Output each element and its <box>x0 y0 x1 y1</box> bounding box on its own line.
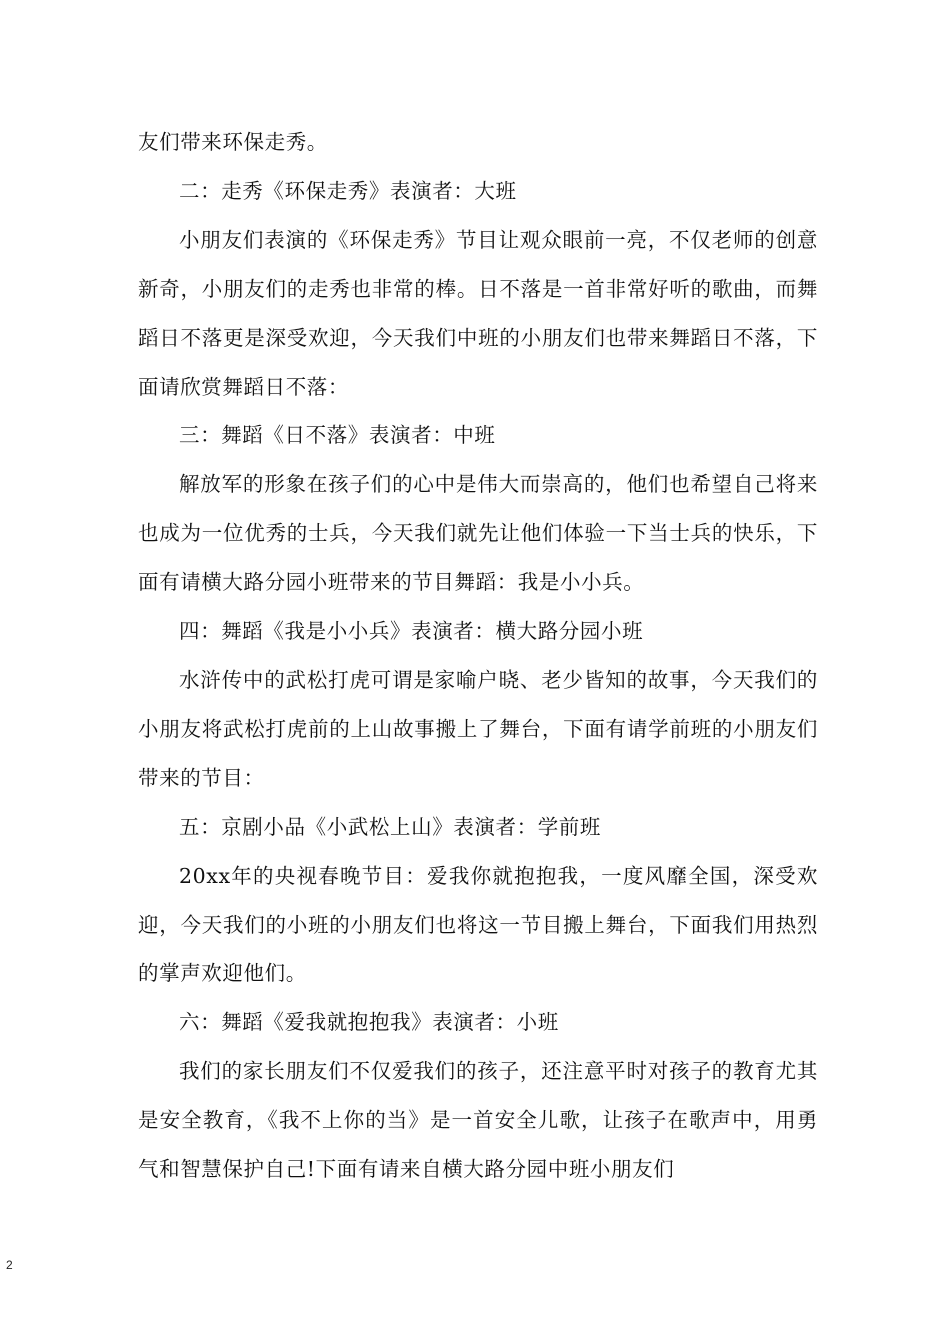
paragraph-9: 20xx年的央视春晚节目：爱我你就抱抱我，一度风靡全国，深受欢迎，今天我们的小班的小朋友们也将这一节目搬上舞台，下面我们用热烈的掌声欢迎他们。 <box>138 863 818 986</box>
paragraph-8-program-heading: 五：京剧小品《小武松上山》表演者：学前班 <box>179 814 601 839</box>
paragraph-10-program-heading: 六：舞蹈《爱我就抱抱我》表演者：小班 <box>179 1010 559 1035</box>
paragraph-7: 水浒传中的武松打虎可谓是家喻户晓、老少皆知的故事，今天我们的小朋友将武松打虎前的上山故事搬上了舞台，下面有请学前班的小朋友们带来的节目： <box>138 667 818 790</box>
paragraph-2-program-heading: 二：走秀《环保走秀》表演者：大班 <box>179 178 517 203</box>
paragraph-6-program-heading: 四：舞蹈《我是小小兵》表演者：横大路分园小班 <box>179 619 644 644</box>
paragraph-4-program-heading: 三：舞蹈《日不落》表演者：中班 <box>179 423 496 448</box>
paragraph-3: 小朋友们表演的《环保走秀》节目让观众眼前一亮，不仅老师的创意新奇，小朋友们的走秀也非常的棒。日不落是一首非常好听的歌曲，而舞蹈日不落更是深受欢迎，今天我们中班的小朋友们也带来舞蹈日不落，下面请欣赏舞蹈日不落： <box>138 227 818 399</box>
document-body <box>138 118 818 1194</box>
paragraph-1: 友们带来环保走秀。 <box>138 130 328 154</box>
paragraph-5: 解放军的形象在孩子们的心中是伟大而崇高的，他们也希望自己将来也成为一位优秀的士兵，今天我们就先让他们体验一下当士兵的快乐，下面有请横大路分园小班带来的节目舞蹈：我是小小兵。 <box>138 472 818 595</box>
page-number: 2 <box>6 1258 13 1272</box>
paragraph-11: 我们的家长朋友们不仅爱我们的孩子，还注意平时对孩子的教育尤其是安全教育，《我不上你的当》是一首安全儿歌，让孩子在歌声中，用勇气和智慧保护自己!下面有请来自横大路分园中班小朋友们 <box>138 1059 818 1182</box>
